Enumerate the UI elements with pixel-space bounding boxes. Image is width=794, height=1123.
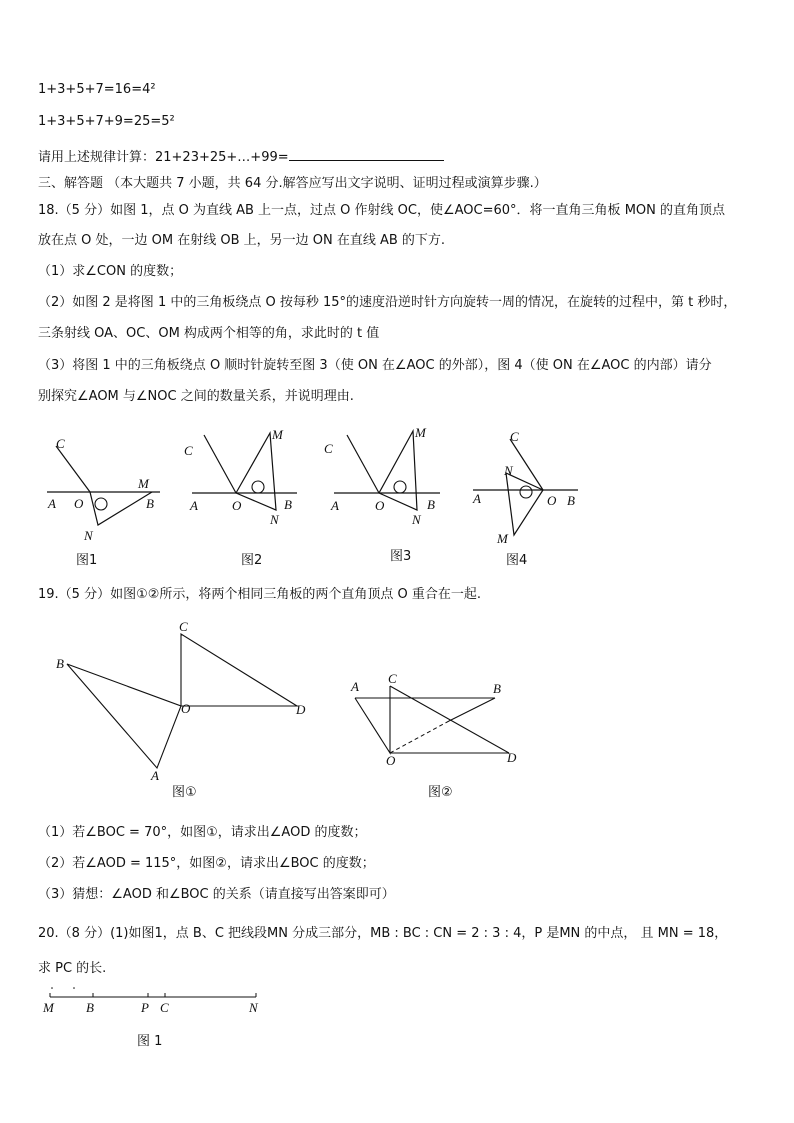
label-C: C [56, 436, 65, 451]
pattern-line-1: 1+3+5+7=16=4² [38, 82, 156, 97]
label-O: O [375, 498, 385, 513]
q19-part-1: （1）若∠BOC = 70°，如图①，请求出∠AOD 的度数； [38, 825, 367, 840]
label-C: C [388, 671, 397, 686]
label-A: A [331, 498, 339, 513]
q19-stem: 19.（5 分）如图①②所示，将两个相同三角板的两个直角顶点 O 重合在一起. [38, 587, 482, 602]
label-O: O [386, 753, 396, 768]
label-D: D [296, 702, 306, 717]
label-M: M [43, 1000, 54, 1015]
q20-figure-1 [40, 985, 270, 1025]
label-B: B [86, 1000, 94, 1015]
q18-figure-3 [322, 425, 452, 535]
q20-caption-1: 图 1 [137, 1034, 163, 1049]
label-C: C [324, 441, 333, 456]
q18-part-2a: （2）如图 2 是将图 1 中的三角板绕点 O 按每秒 15°的速度沿逆时针方向旋转一周的情况，在旋转的过程中，第 t 秒时， [38, 295, 737, 310]
label-N: N [249, 1000, 258, 1015]
q19-caption-2: 图② [428, 785, 453, 800]
label-D: D [507, 750, 517, 765]
label-A: A [473, 491, 481, 506]
label-A: A [190, 498, 198, 513]
label-O: O [74, 496, 84, 511]
q20-stem-2: 求 PC 的长. [38, 961, 107, 976]
label-N: N [504, 463, 513, 478]
q18-caption-4: 图4 [506, 553, 528, 568]
section-heading: 三、解答题 （本大题共 7 小题，共 64 分.解答应写出文字说明、证明过程或演算步骤.） [38, 176, 547, 191]
label-M: M [138, 476, 149, 491]
q18-figure-2 [182, 425, 312, 535]
pattern-line-2: 1+3+5+7+9=25=5² [38, 114, 175, 129]
q18-stem-2: 放在点 O 处，一边 OM 在射线 OB 上，另一边 ON 在直线 AB 的下方. [38, 233, 446, 248]
label-A: A [351, 679, 359, 694]
label-C: C [160, 1000, 169, 1015]
label-B: B [56, 656, 64, 671]
q18-part-2b: 三条射线 OA、OC、OM 构成两个相等的角，求此时的 t 值 [38, 326, 380, 341]
label-M: M [415, 425, 426, 440]
q18-caption-1: 图1 [76, 553, 98, 568]
label-N: N [270, 512, 279, 527]
q19-part-3: （3）猜想：∠AOD 和∠BOC 的关系（请直接写出答案即可） [38, 887, 395, 902]
label-B: B [146, 496, 154, 511]
label-M: M [497, 531, 508, 546]
label-B: B [567, 493, 575, 508]
q18-figure-1 [40, 430, 170, 550]
label-C: C [510, 429, 519, 444]
label-P: P [141, 1000, 149, 1015]
label-C: C [179, 619, 188, 634]
q18-stem-1: 18.（5 分）如图 1，点 O 为直线 AB 上一点，过点 O 作射线 OC，使∠AOC=60°．将一直角三角板 MON 的直角顶点 [38, 203, 725, 218]
label-O: O [547, 493, 557, 508]
q18-figure-4 [468, 425, 583, 550]
label-B: B [284, 497, 292, 512]
q18-part-3b: 别探究∠AOM 与∠NOC 之间的数量关系，并说明理由. [38, 389, 354, 404]
label-B: B [493, 681, 501, 696]
pattern-question-text: 请用上述规律计算：21+23+25+…+99= [38, 150, 289, 165]
label-A: A [151, 768, 159, 783]
q19-caption-1: 图① [172, 785, 197, 800]
label-O: O [181, 701, 191, 716]
answer-blank [289, 148, 444, 161]
q18-part-3a: （3）将图 1 中的三角板绕点 O 顺时针旋转至图 3（使 ON 在∠AOC 的外部），图 4（使 ON 在∠AOC 的内部）请分 [38, 358, 712, 373]
q20-stem-1: 20.（8 分）(1)如图1，点 B、C 把线段MN 分成三部分，MB : BC : CN = 2 : 3 : 4，P 是MN 的中点， 且 MN = 18， [38, 926, 728, 941]
label-A: A [48, 496, 56, 511]
label-N: N [84, 528, 93, 543]
q19-part-2: （2）若∠AOD = 115°，如图②，请求出∠BOC 的度数； [38, 856, 375, 871]
q18-caption-3: 图3 [390, 549, 412, 564]
q18-part-1: （1）求∠CON 的度数； [38, 264, 183, 279]
label-N: N [412, 512, 421, 527]
q19-figure-2 [345, 668, 525, 768]
q19-figure-1 [50, 620, 320, 795]
label-O: O [232, 498, 242, 513]
label-M: M [272, 427, 283, 442]
pattern-question [38, 146, 444, 165]
q18-caption-2: 图2 [241, 553, 263, 568]
label-B: B [427, 497, 435, 512]
label-C: C [184, 443, 193, 458]
